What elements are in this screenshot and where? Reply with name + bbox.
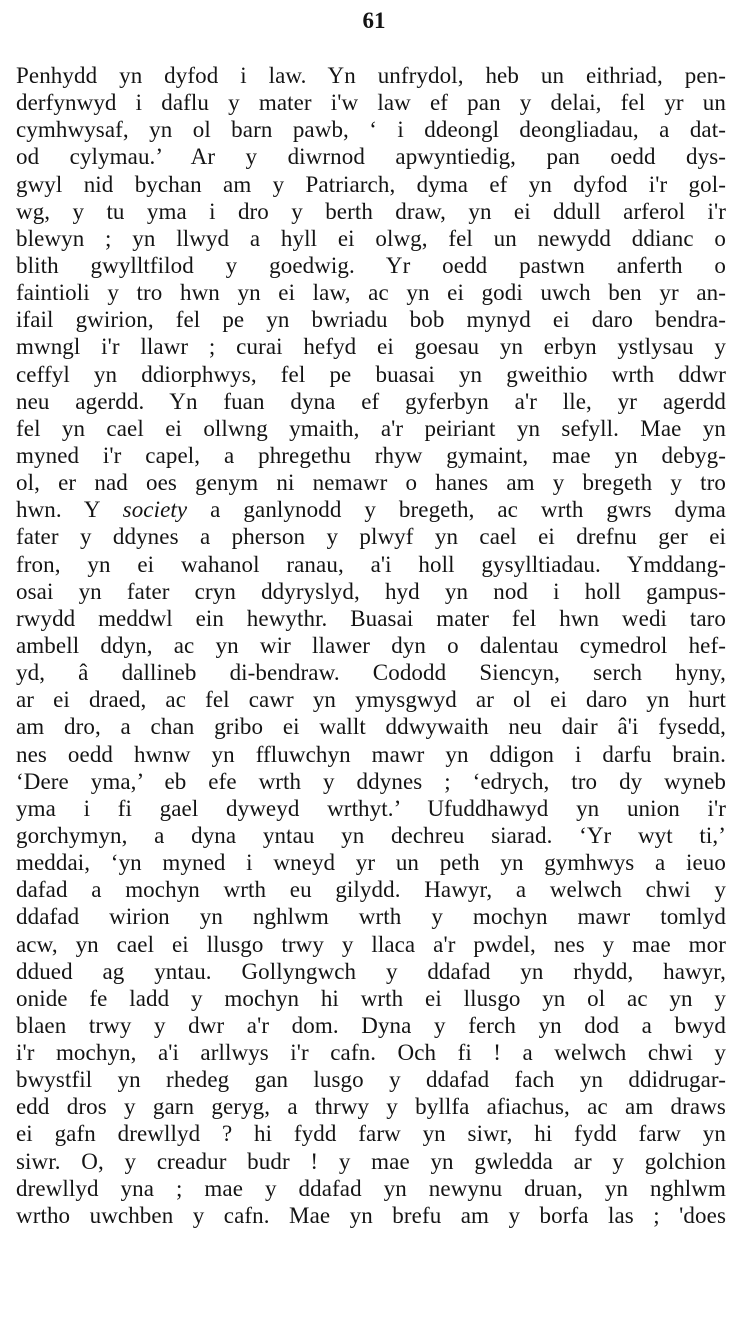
text-line: ambell ddyn, ac yn wir llawer dyn o dalentau cymedrol hef- (16, 632, 726, 658)
text-line: ei gafn drewllyd ? hi fydd farw yn siwr, hi fydd farw yn (16, 1121, 726, 1147)
text-line: onide fe ladd y mochyn hi wrth ei llusgo yn ol ac yn y (16, 985, 726, 1011)
text-line: ceffyl yn ddiorphwys, fel pe buasai yn gweithio wrth ddwr (16, 361, 726, 387)
text-line: blaen trwy y dwr a'r dom. Dyna y ferch yn dod a bwyd (16, 1012, 726, 1038)
text-line: ‘Dere yma,’ eb efe wrth y ddynes ; ‘edrych, tro dy wyneb (16, 768, 726, 794)
text-line: Penhydd yn dyfod i law. Yn unfrydol, heb un eithriad, pen- (16, 63, 726, 88)
text-line: fel yn cael ei ollwng ymaith, a'r peiriant yn sefyll. Mae yn (16, 415, 726, 441)
text-line: drewllyd yna ; mae y ddafad yn newynu druan, yn nghlwm (16, 1175, 726, 1201)
text-line: nes oedd hwnw yn ffluwchyn mawr yn ddigon i darfu brain. (16, 741, 726, 767)
text-line: bwystfil yn rhedeg gan lusgo y ddafad fach yn ddidrugar- (16, 1067, 726, 1093)
text-line: siwr. O, y creadur budr ! y mae yn gwledda ar y golchion (16, 1148, 726, 1174)
text-line: osai yn fater cryn ddyryslyd, hyd yn nod i holl gampus- (16, 578, 726, 604)
text-line: edd dros y garn geryg, a thrwy y byllfa afiachus, ac am draws (16, 1094, 726, 1120)
text-line: derfynwyd i daflu y mater i'w law ef pan y delai, fel yr un (16, 90, 726, 116)
text-line: ddafad wirion yn nghlwm wrth y mochyn mawr tomlyd (16, 904, 726, 930)
text-line-society (16, 496, 726, 523)
text-line: ol, er nad oes genym ni nemawr o hanes am y bregeth y tro (16, 470, 726, 496)
text-line: wrtho uwchben y cafn. Mae yn brefu am y borfa las ; 'does (16, 1202, 726, 1228)
text-line: am dro, a chan gribo ei wallt ddwywaith neu dair â'i fysedd, (16, 714, 726, 740)
page-number: 61 (362, 8, 386, 33)
page-text (16, 62, 726, 1229)
text-line: i'r mochyn, a'i arllwys i'r cafn. Och fi ! a welwch chwi y (16, 1040, 726, 1066)
text-line: blewyn ; yn llwyd a hyll ei olwg, fel un newydd ddianc o (16, 225, 726, 251)
text-line: meddai, ‘yn myned i wneyd yr un peth yn gymhwys a ieuo (16, 850, 726, 876)
text-line: mwngl i'r llawr ; curai hefyd ei goesau yn erbyn ystlysau y (16, 334, 726, 360)
text-line: gwyl nid bychan am y Patriarch, dyma ef yn dyfod i'r gol- (16, 171, 726, 197)
text-line: od cylymau.’ Ar y diwrnod apwyntiedig, pan oedd dys- (16, 144, 726, 170)
text-line: cymhwysaf, yn ol barn pawb, ‘ i ddeongl deongliadau, a dat- (16, 117, 726, 143)
text-line: faintioli y tro hwn yn ei law, ac yn ei godi uwch ben yr an- (16, 280, 726, 306)
text-line: rwydd meddwl ein hewythr. Buasai mater fel hwn wedi taro (16, 605, 726, 631)
text-line: wg, y tu yma i dro y berth draw, yn ei ddull arferol i'r (16, 198, 726, 224)
text-line: ifail gwirion, fel pe yn bwriadu bob mynyd ei daro bendra- (16, 307, 726, 333)
text-fragment: a ganlynodd y bregeth, ac wrth gwrs dyma (187, 497, 726, 523)
italic-word: society (122, 497, 188, 523)
text-line: ddued ag yntau. Gollyngwch y ddafad yn rhydd, hawyr, (16, 958, 726, 984)
text-line: acw, yn cael ei llusgo trwy y llaca a'r pwdel, nes y mae mor (16, 931, 726, 957)
text-line: yma i fi gael dyweyd wrthyt.’ Ufuddhawyd yn union i'r (16, 795, 726, 821)
text-line: ar ei draed, ac fel cawr yn ymysgwyd ar ol ei daro yn hurt (16, 687, 726, 713)
text-line: dafad a mochyn wrth eu gilydd. Hawyr, a welwch chwi y (16, 877, 726, 903)
text-line: fron, yn ei wahanol ranau, a'i holl gysylltiadau. Ymddang- (16, 551, 726, 577)
text-line: neu agerdd. Yn fuan dyna ef gyferbyn a'r lle, yr agerdd (16, 388, 726, 414)
text-line: yd, â dallineb di-bendraw. Cododd Siencyn, serch hyny, (16, 660, 726, 686)
text-line: fater y ddynes a pherson y plwyf yn cael ei drefnu ger ei (16, 524, 726, 550)
text-line: gorchymyn, a dyna yntau yn dechreu siarad. ‘Yr wyt ti,’ (16, 822, 726, 848)
text-line: myned i'r capel, a phregethu rhyw gymaint, mae yn debyg- (16, 442, 726, 468)
text-line: blith gwylltfilod y goedwig. Yr oedd pastwn anferth o (16, 252, 726, 278)
text-fragment: hwn. Y (16, 497, 123, 523)
